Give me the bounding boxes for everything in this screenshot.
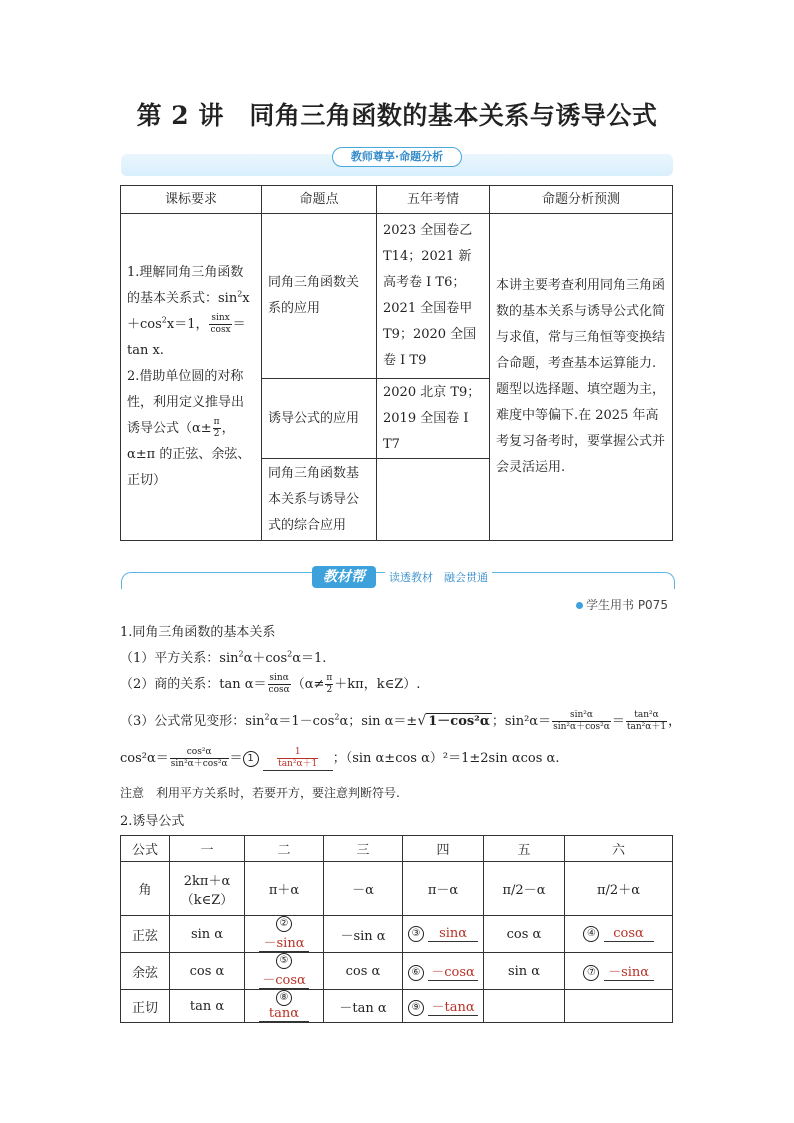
table-cell: π/2－α (484, 862, 565, 916)
formula-variants: （3）公式常见变形：$\sin^2\alpha=1-\cos^2\alpha$；sin α＝±√ 1－cos²α ；sin²α＝ $\frac{\text{sin²α}}{\text{sin²α＋cos²α}}$ ＝ $\frac{\text{tan²α}}{\text{tan²α＋1}}$ ， (120, 710, 682, 732)
table-cell: cos α (170, 953, 245, 990)
table-cell: ③ sinα (403, 916, 484, 953)
table-cell: π－α (403, 862, 484, 916)
table-row (121, 862, 673, 916)
table-cell: ⑨ －tanα (403, 990, 484, 1023)
table-cell (484, 990, 565, 1023)
table-cell: π/2＋α (565, 862, 673, 916)
header-cell: 四 (403, 836, 484, 862)
table-cell (565, 990, 673, 1023)
fraction: $\frac{\text{cos²α}}{\text{sin²α＋cos²α}}$ (170, 747, 228, 769)
section-heading: 1.同角三角函数的基本关系 (120, 625, 276, 640)
header-cell: 命题点 (262, 186, 377, 214)
quotient-relation: （2）商的关系：tan α＝ $\frac{\sin\alpha}{\cos\alpha}$ （α≠ $\frac{\pi}{2}$ ＋kπ，k∈Z）. (120, 673, 421, 695)
header-cell: 三 (324, 836, 403, 862)
exam-years-cell: 2020 北京 T9；2019 全国卷 Ⅰ T7 (377, 379, 490, 459)
header-cell: 六 (565, 836, 673, 862)
table-cell: ⑧ tanα (245, 990, 324, 1023)
cos-square-formula: cos²α＝ $\frac{\text{cos²α}}{\text{sin²α＋cos²α}}$ ＝ 1 $\frac{1}{\text{tan²α＋1}}$ ；（sin α±cos α）²＝1±2sin αcos α. (120, 747, 560, 769)
blank-marker: 1 (243, 751, 259, 767)
table-cell: 2kπ＋α（k∈Z） (170, 862, 245, 916)
topic-cell: 诱导公式的应用 (262, 379, 377, 459)
table-cell: sin α (170, 916, 245, 953)
prediction-cell: 本讲主要考查利用同角三角函数的基本关系与诱导公式化简与求值，常与三角恒等变换结合命题，考查基本运算能力.题型以选择题、填空题为主，难度中等偏下.在 2025 年高考复习备考时，要掌握公式并会灵活运用. (490, 214, 673, 541)
table-row (121, 214, 673, 379)
curriculum-requirement: 1.理解同角三角函数的基本关系式：$\sin^2x+\cos^2x=1$， $\frac{\sin x}{\cos x}$ ＝tan x. 2.借助单位圆的对称性，利用定义推导出诱导公式（α± $\frac{\pi}{2}$ ，α±π 的正弦、余弦、正切） (121, 214, 262, 541)
row-label: 角 (121, 862, 170, 916)
table-cell: ⑥ －cosα (403, 953, 484, 990)
exam-analysis-table (120, 185, 673, 541)
table-header-row (121, 836, 673, 862)
header-cell: 一 (170, 836, 245, 862)
fraction: $\frac{\pi}{2}$ (213, 417, 220, 439)
table-cell: －tan α (324, 990, 403, 1023)
induction-formula-table (120, 835, 673, 1023)
header-cell: 公式 (121, 836, 170, 862)
table-cell: ⑦ －sinα (565, 953, 673, 990)
answer-blank: $\frac{1}{\text{tan²α＋1}}$ (263, 747, 333, 771)
table-header-row (121, 186, 673, 214)
table-row (121, 990, 673, 1023)
header-cell: 命题分析预测 (490, 186, 673, 214)
header-cell: 课标要求 (121, 186, 262, 214)
student-book-ref: 学生用书 P075 (576, 596, 668, 613)
table-row (121, 953, 673, 990)
fraction: $\frac{\text{sin²α}}{\text{sin²α＋cos²α}}$ (553, 710, 610, 732)
table-cell: cos α (484, 916, 565, 953)
exam-years-cell: 2023 全国卷乙 T14；2021 新高考卷 Ⅰ T6；2021 全国卷甲 T9；2020 全国卷 Ⅰ T9 (377, 214, 490, 379)
teacher-analysis-label: 教师尊享·命题分析 (332, 147, 462, 167)
table-cell: ④ cosα (565, 916, 673, 953)
table-cell: ⑤ －cosα (245, 953, 324, 990)
square-relation: （1）平方关系：$\sin^2\alpha+\cos^2\alpha=1$. (120, 649, 327, 666)
fraction: $\frac{\pi}{2}$ (326, 673, 333, 695)
page-title: 第 2 讲 同角三角函数的基本关系与诱导公式 (136, 101, 658, 130)
table-cell: π＋α (245, 862, 324, 916)
fraction: $\frac{\sin x}{\cos x}$ (210, 313, 231, 335)
topic-cell: 同角三角函数关系的应用 (262, 214, 377, 379)
table-cell: sin α (484, 953, 565, 990)
header-cell: 五年考情 (377, 186, 490, 214)
exam-years-cell (377, 459, 490, 541)
table-cell: －α (324, 862, 403, 916)
bullet-icon (576, 602, 583, 609)
fraction: $\frac{\sin\alpha}{\cos\alpha}$ (268, 673, 290, 695)
note: 注意 利用平方关系时，若要开方，要注意判断符号. (120, 786, 400, 800)
topic-cell: 同角三角函数基本关系与诱导公式的综合应用 (262, 459, 377, 541)
section-heading: 2.诱导公式 (120, 814, 185, 829)
fraction: $\frac{\text{tan²α}}{\text{tan²α＋1}}$ (626, 710, 667, 732)
table-cell: cos α (324, 953, 403, 990)
table-cell: －sin α (324, 916, 403, 953)
banner-subtitle: 读透教材 融会贯通 (385, 569, 492, 585)
row-label: 正弦 (121, 916, 170, 953)
header-cell: 二 (245, 836, 324, 862)
row-label: 正切 (121, 990, 170, 1023)
table-row (121, 916, 673, 953)
row-label: 余弦 (121, 953, 170, 990)
header-cell: 五 (484, 836, 565, 862)
table-cell: tan α (170, 990, 245, 1023)
textbook-help-banner: 教材帮 (312, 566, 376, 588)
table-cell: ② －sinα (245, 916, 324, 953)
